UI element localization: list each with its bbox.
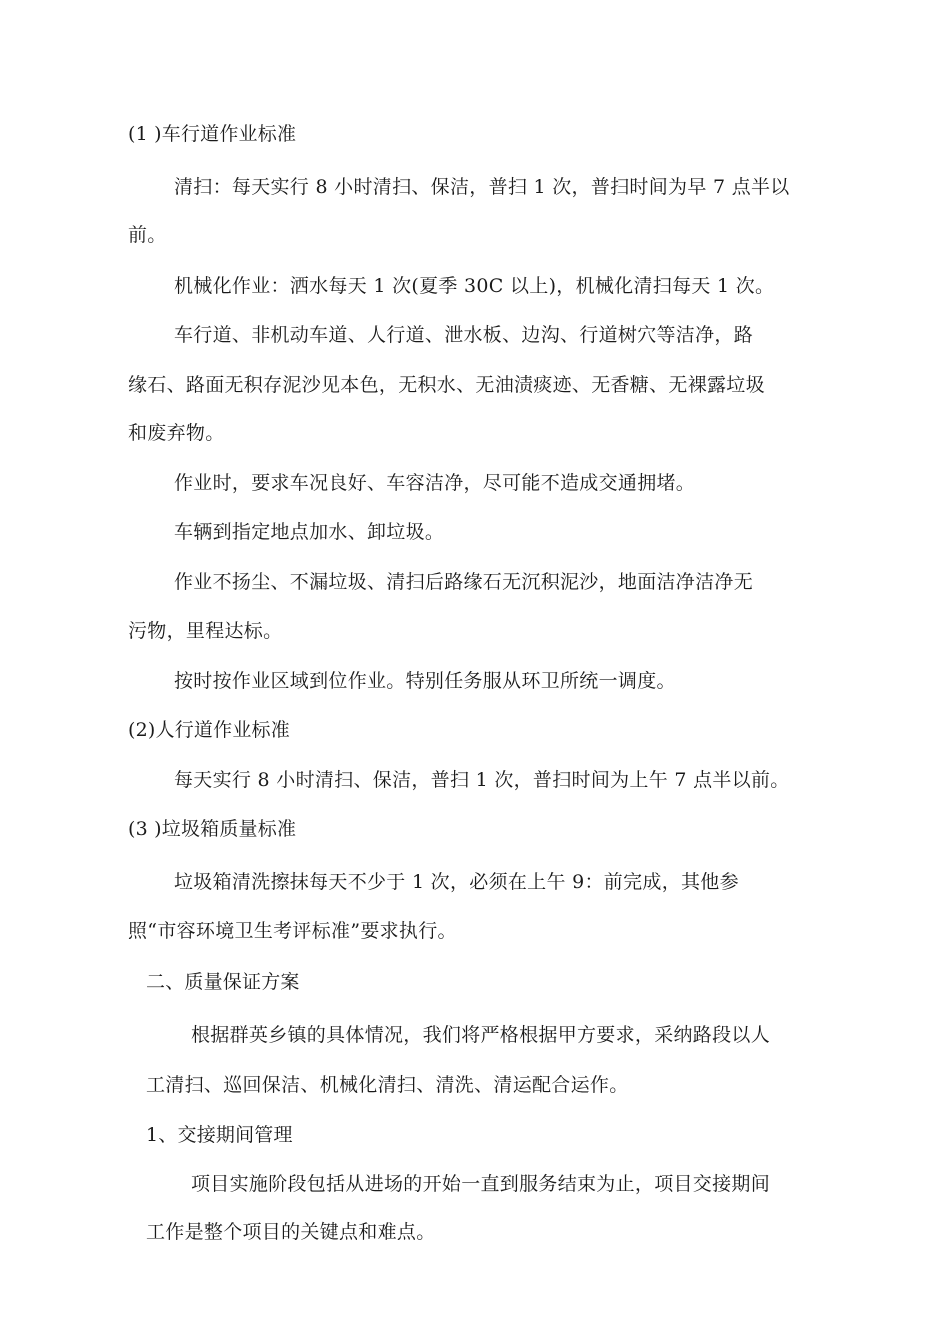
paragraph-line: 工清扫、巡回保洁、机械化清扫、清洗、清运配合运作。 (146, 1074, 629, 1096)
paragraph-line: 垃圾箱清洗擦抹每天不少于 1 次，必须在上午 9：前完成，其他参 (174, 871, 739, 893)
paragraph-line: 按时按作业区域到位作业。特别任务服从环卫所统一调度。 (174, 670, 676, 692)
section-heading: 二、质量保证方案 (146, 971, 300, 993)
paragraph-line: 作业时，要求车况良好、车容洁净，尽可能不造成交通拥堵。 (174, 472, 696, 494)
paragraph-line: 照“市容环境卫生考评标准”要求执行。 (128, 920, 457, 942)
paragraph-line: 工作是整个项目的关键点和难点。 (146, 1221, 436, 1243)
paragraph-line: 清扫：每天实行 8 小时清扫、保洁，普扫 1 次，普扫时间为早 7 点半以 (174, 176, 790, 198)
paragraph-line: 缘石、路面无积存泥沙见本色，无积水、无油渍痰迹、无香糖、无裸露垃圾 (128, 374, 765, 396)
paragraph-line: 车辆到指定地点加水、卸垃圾。 (174, 521, 445, 543)
paragraph-line: 机械化作业：洒水每天 1 次(夏季 30C 以上)，机械化清扫每天 1 次。 (174, 275, 775, 297)
section-heading: (2)人行道作业标准 (128, 719, 290, 741)
paragraph-line: 前。 (128, 224, 167, 246)
section-heading: (1 )车行道作业标准 (128, 123, 297, 145)
paragraph-line: 每天实行 8 小时清扫、保洁，普扫 1 次，普扫时间为上午 7 点半以前。 (174, 769, 790, 791)
paragraph-line: 项目实施阶段包括从进场的开始一直到服务结束为止，项目交接期间 (191, 1173, 771, 1195)
section-heading: (3 )垃圾箱质量标准 (128, 818, 297, 840)
section-heading: 1、交接期间管理 (146, 1124, 293, 1146)
paragraph-line: 作业不扬尘、不漏垃圾、清扫后路缘石无沉积泥沙，地面洁净洁净无 (174, 571, 754, 593)
paragraph-line: 和废弃物。 (128, 422, 225, 444)
paragraph-line: 污物，里程达标。 (128, 620, 283, 642)
paragraph-line: 车行道、非机动车道、人行道、泄水板、边沟、行道树穴等洁净，路 (174, 324, 754, 346)
paragraph-line: 根据群英乡镇的具体情况，我们将严格根据甲方要求，采纳路段以人 (191, 1024, 771, 1046)
